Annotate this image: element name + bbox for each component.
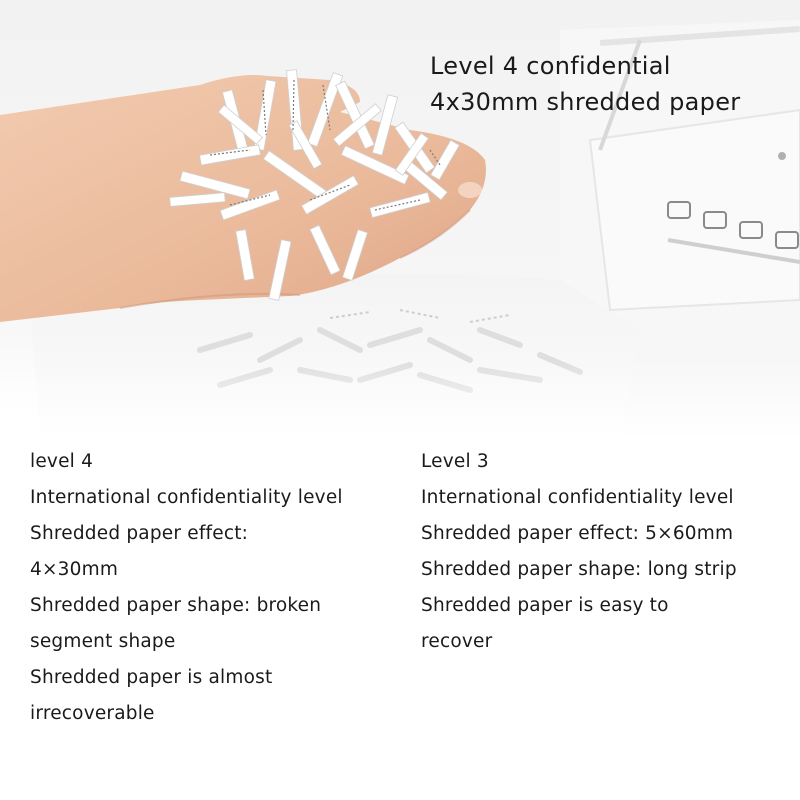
level-4-line: International confidentiality level (30, 487, 343, 508)
level-4-line: segment shape (30, 631, 176, 652)
level-3-line: Shredded paper shape: long strip (421, 559, 737, 580)
level-3-spec-list (421, 444, 791, 660)
level-3-line: International confidentiality level (421, 487, 734, 508)
headline-line-2: 4x30mm shredded paper (430, 88, 741, 116)
headline (430, 48, 740, 120)
level-4-title: level 4 (30, 451, 94, 472)
level-4-line: irrecoverable (30, 703, 155, 724)
level-3-title: Level 3 (421, 451, 489, 472)
level-3-line: Shredded paper is easy to (421, 595, 669, 616)
level-3-line: recover (421, 631, 493, 652)
headline-line-1: Level 4 confidential (430, 52, 671, 80)
level-4-line: Shredded paper is almost (30, 667, 273, 688)
level-4-line: 4×30mm (30, 559, 119, 580)
level-3-line: Shredded paper effect: 5×60mm (421, 523, 734, 544)
level-4-line: Shredded paper shape: broken (30, 595, 322, 616)
level-4-spec-list (30, 444, 400, 732)
level-4-line: Shredded paper effect: (30, 523, 249, 544)
